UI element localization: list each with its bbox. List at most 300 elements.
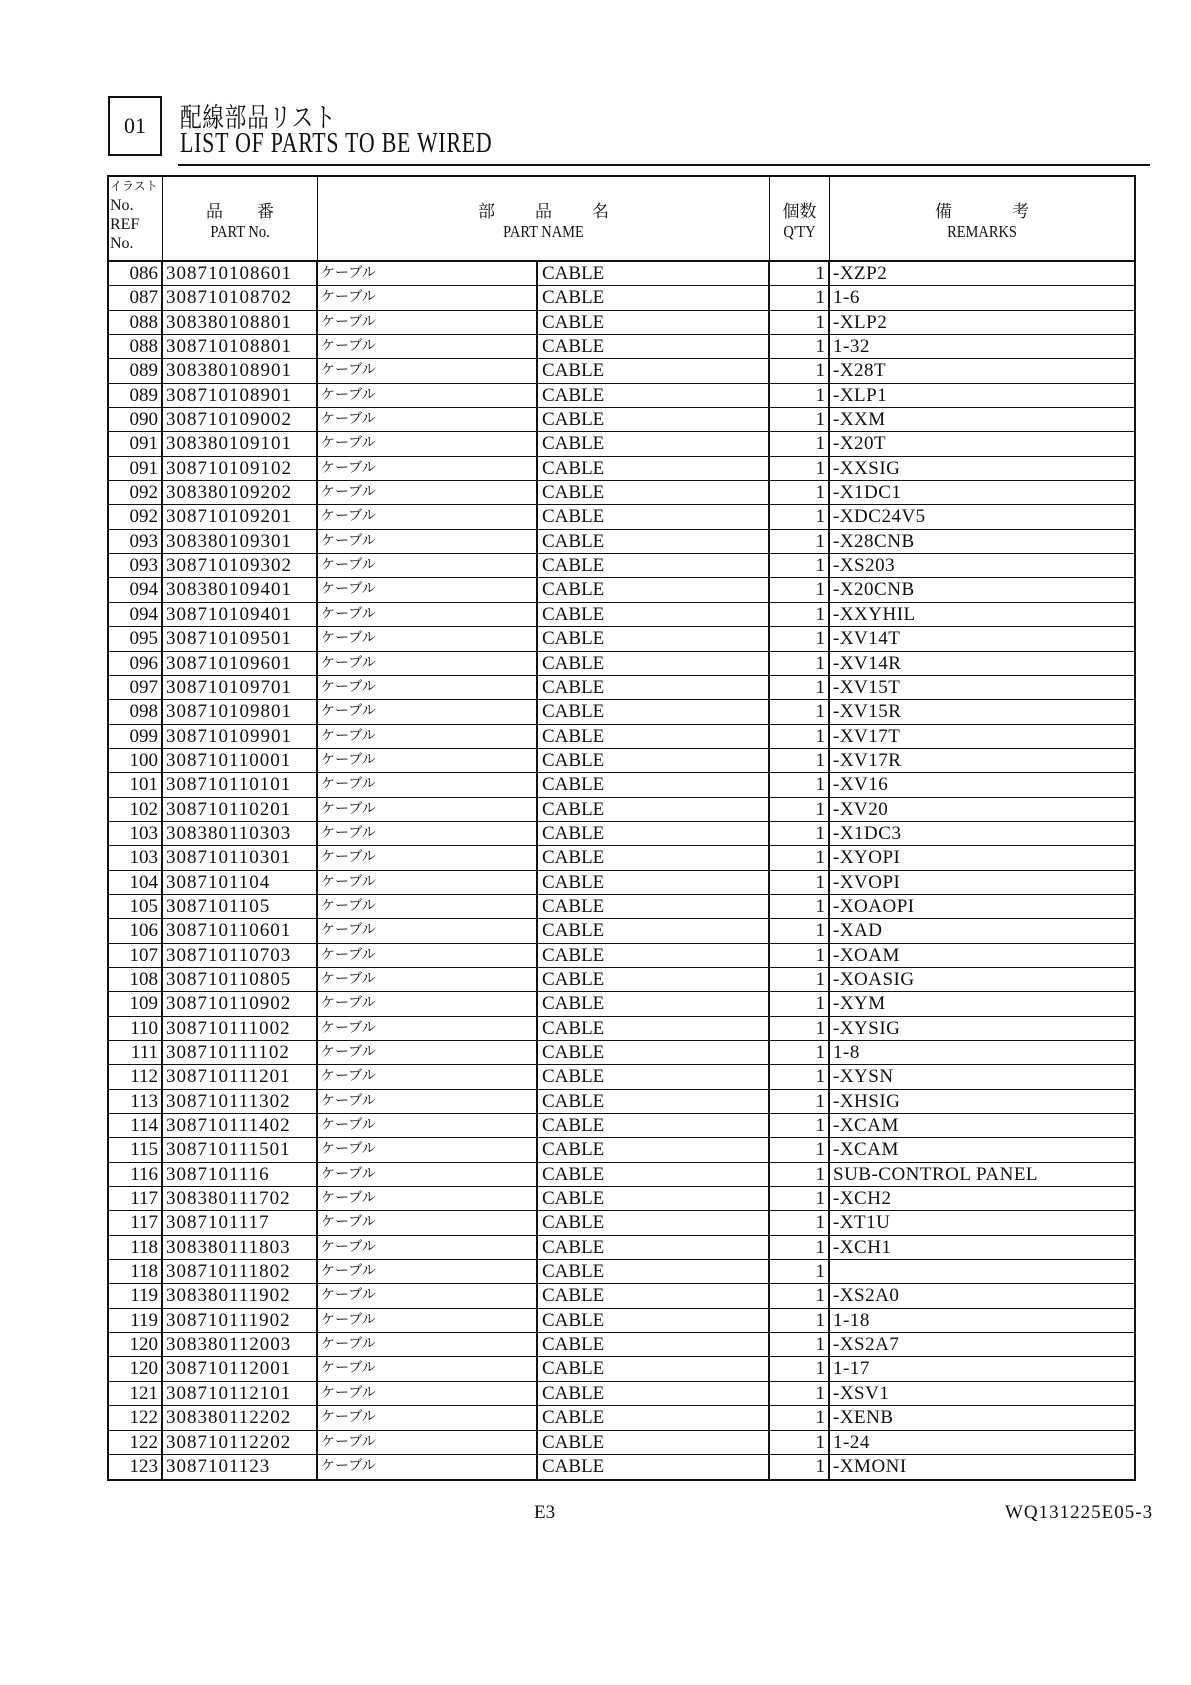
part-name-jp-cell: ケーブル xyxy=(318,432,538,455)
header-ref-no-label-2: No. xyxy=(110,235,134,252)
table-row xyxy=(109,1455,1134,1479)
part-name-en-cell: CABLE xyxy=(538,968,770,991)
header-part-no xyxy=(163,177,318,260)
ref-cell: 111 xyxy=(109,1041,163,1064)
table-body xyxy=(109,262,1134,1479)
part-no-cell: 308710111902 xyxy=(163,1309,318,1332)
qty-cell: 1 xyxy=(770,1260,830,1283)
part-name-jp-cell: ケーブル xyxy=(318,1041,538,1064)
remarks-cell: -XCAM xyxy=(833,1139,899,1161)
part-name-en-cell: CABLE xyxy=(538,895,770,918)
qty-cell: 1 xyxy=(770,992,830,1015)
part-no-cell: 308710109801 xyxy=(163,700,318,723)
qty-cell: 1 xyxy=(770,335,830,358)
remarks-cell: -XV20 xyxy=(833,798,889,820)
section-number-box xyxy=(108,96,162,156)
ref-cell: 100 xyxy=(109,749,163,772)
remarks-cell: -XLP1 xyxy=(833,384,888,406)
part-name-en-cell: CABLE xyxy=(538,1138,770,1161)
ref-cell: 109 xyxy=(109,992,163,1015)
part-no-cell: 308710109601 xyxy=(163,652,318,675)
remarks-cell: -XXM xyxy=(833,409,886,431)
table-row xyxy=(109,871,1134,895)
part-name-en-cell: CABLE xyxy=(538,822,770,845)
part-name-jp-cell: ケーブル xyxy=(318,1406,538,1429)
remarks-cell: -XV17R xyxy=(833,749,902,771)
qty-cell: 1 xyxy=(770,408,830,431)
table-row xyxy=(109,1260,1134,1284)
remarks-cell: -X28T xyxy=(833,360,887,382)
part-name-jp-cell: ケーブル xyxy=(318,1284,538,1307)
part-no-cell: 308710112101 xyxy=(163,1382,318,1405)
table-row xyxy=(109,1382,1134,1406)
table-row xyxy=(109,1284,1134,1308)
qty-cell: 1 xyxy=(770,1406,830,1429)
header-part-name xyxy=(318,177,770,260)
part-no-cell: 308380111702 xyxy=(163,1187,318,1210)
part-name-en-cell: CABLE xyxy=(538,846,770,869)
table-row xyxy=(109,286,1134,310)
remarks-cell: -XVOPI xyxy=(833,871,901,893)
part-name-en-cell: CABLE xyxy=(538,335,770,358)
header-qty xyxy=(770,177,830,260)
part-name-jp-cell: ケーブル xyxy=(318,1211,538,1234)
document-number: WQ131225E05-3 xyxy=(1005,1502,1154,1523)
remarks-cell: 1-18 xyxy=(833,1309,870,1331)
table-row xyxy=(109,652,1134,676)
remarks-cell: -XYM xyxy=(833,993,886,1015)
part-name-en-cell: CABLE xyxy=(538,481,770,504)
ref-cell: 123 xyxy=(109,1455,163,1479)
part-no-cell: 308380109401 xyxy=(163,578,318,601)
ref-cell: 096 xyxy=(109,652,163,675)
part-no-cell: 308710109501 xyxy=(163,627,318,650)
remarks-cell: -XYSIG xyxy=(833,1017,901,1039)
table-row xyxy=(109,627,1134,651)
part-name-en-cell: CABLE xyxy=(538,457,770,480)
remarks-cell: -XS2A0 xyxy=(833,1285,900,1307)
part-name-jp-cell: ケーブル xyxy=(318,1260,538,1283)
part-name-jp-cell: ケーブル xyxy=(318,944,538,967)
table-row xyxy=(109,1041,1134,1065)
part-name-en-cell: CABLE xyxy=(538,408,770,431)
part-name-jp-cell: ケーブル xyxy=(318,919,538,942)
part-name-jp-cell: ケーブル xyxy=(318,359,538,382)
ref-cell: 116 xyxy=(109,1163,163,1186)
part-name-jp-cell: ケーブル xyxy=(318,700,538,723)
table-row xyxy=(109,773,1134,797)
table-row xyxy=(109,1309,1134,1333)
part-name-jp-cell: ケーブル xyxy=(318,1431,538,1454)
ref-cell: 091 xyxy=(109,432,163,455)
qty-cell: 1 xyxy=(770,1309,830,1332)
ref-cell: 118 xyxy=(109,1236,163,1259)
qty-cell: 1 xyxy=(770,1211,830,1234)
remarks-cell: -XOAM xyxy=(833,944,900,966)
part-no-cell: 308710110001 xyxy=(163,749,318,772)
ref-cell: 088 xyxy=(109,335,163,358)
part-name-en-cell: CABLE xyxy=(538,1163,770,1186)
qty-cell: 1 xyxy=(770,1114,830,1137)
table-row xyxy=(109,676,1134,700)
table-row xyxy=(109,846,1134,870)
table-row xyxy=(109,554,1134,578)
table-row xyxy=(109,530,1134,554)
part-no-cell: 308380108801 xyxy=(163,311,318,334)
qty-cell: 1 xyxy=(770,1065,830,1088)
part-no-cell: 308710111302 xyxy=(163,1090,318,1113)
part-name-en-cell: CABLE xyxy=(538,749,770,772)
part-name-jp-cell: ケーブル xyxy=(318,311,538,334)
ref-cell: 088 xyxy=(109,311,163,334)
qty-cell: 1 xyxy=(770,1041,830,1064)
remarks-cell: -XOASIG xyxy=(833,968,915,990)
qty-cell: 1 xyxy=(770,1284,830,1307)
qty-cell: 1 xyxy=(770,749,830,772)
part-name-jp-cell: ケーブル xyxy=(318,1236,538,1259)
part-name-en-cell: CABLE xyxy=(538,1357,770,1380)
part-no-cell: 308710112001 xyxy=(163,1357,318,1380)
remarks-cell: -XS2A7 xyxy=(833,1334,900,1356)
part-name-jp-cell: ケーブル xyxy=(318,968,538,991)
part-name-jp-cell: ケーブル xyxy=(318,1309,538,1332)
ref-cell: 095 xyxy=(109,627,163,650)
qty-cell: 1 xyxy=(770,1357,830,1380)
header-ref-no-label: No. xyxy=(110,197,134,214)
remarks-cell: -XV15T xyxy=(833,676,901,698)
part-name-en-cell: CABLE xyxy=(538,286,770,309)
table-row xyxy=(109,1187,1134,1211)
part-no-cell: 308710110101 xyxy=(163,773,318,796)
part-no-cell: 308380109301 xyxy=(163,530,318,553)
table-row xyxy=(109,725,1134,749)
qty-cell: 1 xyxy=(770,1236,830,1259)
header-part-no-en: PART No. xyxy=(210,222,270,241)
remarks-cell: SUB-CONTROL PANEL xyxy=(833,1163,1039,1185)
part-name-en-cell: CABLE xyxy=(538,1406,770,1429)
remarks-cell: -XMONI xyxy=(833,1455,907,1477)
qty-cell: 1 xyxy=(770,1382,830,1405)
part-name-jp-cell: ケーブル xyxy=(318,1163,538,1186)
part-no-cell: 308710108601 xyxy=(163,262,318,285)
ref-cell: 089 xyxy=(109,359,163,382)
part-no-cell: 308710111802 xyxy=(163,1260,318,1283)
part-no-cell: 308380109202 xyxy=(163,481,318,504)
part-name-en-cell: CABLE xyxy=(538,359,770,382)
remarks-cell: -XV17T xyxy=(833,725,901,747)
part-name-jp-cell: ケーブル xyxy=(318,676,538,699)
ref-cell: 106 xyxy=(109,919,163,942)
part-name-en-cell: CABLE xyxy=(538,530,770,553)
part-name-jp-cell: ケーブル xyxy=(318,1455,538,1479)
part-no-cell: 308380111902 xyxy=(163,1284,318,1307)
part-name-en-cell: CABLE xyxy=(538,700,770,723)
qty-cell: 1 xyxy=(770,652,830,675)
part-no-cell: 308380109101 xyxy=(163,432,318,455)
part-name-en-cell: CABLE xyxy=(538,652,770,675)
ref-cell: 114 xyxy=(109,1114,163,1137)
qty-cell: 1 xyxy=(770,1455,830,1479)
part-name-en-cell: CABLE xyxy=(538,554,770,577)
table-row xyxy=(109,822,1134,846)
remarks-cell: -XV14T xyxy=(833,628,901,650)
qty-cell: 1 xyxy=(770,554,830,577)
part-no-cell: 3087101117 xyxy=(163,1211,318,1234)
remarks-cell: -XSV1 xyxy=(833,1382,890,1404)
table-row xyxy=(109,992,1134,1016)
part-name-jp-cell: ケーブル xyxy=(318,530,538,553)
part-no-cell: 308710109401 xyxy=(163,603,318,626)
part-name-en-cell: CABLE xyxy=(538,1455,770,1479)
remarks-cell: -XYSN xyxy=(833,1066,894,1088)
table-row xyxy=(109,457,1134,481)
part-name-jp-cell: ケーブル xyxy=(318,1065,538,1088)
part-name-jp-cell: ケーブル xyxy=(318,286,538,309)
qty-cell: 1 xyxy=(770,871,830,894)
table-row xyxy=(109,335,1134,359)
qty-cell: 1 xyxy=(770,286,830,309)
header-qty-jp: 個数 xyxy=(782,202,817,222)
remarks-cell: -XDC24V5 xyxy=(833,506,926,528)
remarks-cell: -XT1U xyxy=(833,1212,891,1234)
part-name-en-cell: CABLE xyxy=(538,992,770,1015)
ref-cell: 091 xyxy=(109,457,163,480)
ref-cell: 105 xyxy=(109,895,163,918)
page-title-jp: 配線部品リスト xyxy=(180,103,337,134)
qty-cell: 1 xyxy=(770,676,830,699)
table-row xyxy=(109,1357,1134,1381)
part-name-jp-cell: ケーブル xyxy=(318,846,538,869)
part-no-cell: 308380108901 xyxy=(163,359,318,382)
part-no-cell: 308710109302 xyxy=(163,554,318,577)
table-row xyxy=(109,481,1134,505)
part-name-en-cell: CABLE xyxy=(538,1309,770,1332)
part-no-cell: 308710111102 xyxy=(163,1041,318,1064)
part-no-cell: 308710109201 xyxy=(163,505,318,528)
ref-cell: 121 xyxy=(109,1382,163,1405)
part-name-en-cell: CABLE xyxy=(538,505,770,528)
table-row xyxy=(109,1065,1134,1089)
qty-cell: 1 xyxy=(770,822,830,845)
remarks-cell: -XV15R xyxy=(833,701,902,723)
part-name-jp-cell: ケーブル xyxy=(318,1357,538,1380)
part-name-en-cell: CABLE xyxy=(538,1260,770,1283)
ref-cell: 104 xyxy=(109,871,163,894)
table-row xyxy=(109,1431,1134,1455)
part-name-en-cell: CABLE xyxy=(538,1114,770,1137)
ref-cell: 119 xyxy=(109,1309,163,1332)
ref-cell: 117 xyxy=(109,1211,163,1234)
table-row xyxy=(109,432,1134,456)
qty-cell: 1 xyxy=(770,846,830,869)
part-no-cell: 308710108901 xyxy=(163,384,318,407)
part-name-jp-cell: ケーブル xyxy=(318,505,538,528)
part-name-jp-cell: ケーブル xyxy=(318,992,538,1015)
qty-cell: 1 xyxy=(770,700,830,723)
part-name-en-cell: CABLE xyxy=(538,773,770,796)
part-name-en-cell: CABLE xyxy=(538,1236,770,1259)
qty-cell: 1 xyxy=(770,798,830,821)
part-name-jp-cell: ケーブル xyxy=(318,481,538,504)
qty-cell: 1 xyxy=(770,627,830,650)
remarks-cell: -XYOPI xyxy=(833,847,901,869)
table-row xyxy=(109,968,1134,992)
header-ref-label: REF xyxy=(110,216,140,233)
remarks-cell: -XXYHIL xyxy=(833,603,916,625)
ref-cell: 094 xyxy=(109,578,163,601)
remarks-cell xyxy=(830,1260,1134,1283)
qty-cell: 1 xyxy=(770,432,830,455)
qty-cell: 1 xyxy=(770,725,830,748)
part-name-jp-cell: ケーブル xyxy=(318,1017,538,1040)
ref-cell: 086 xyxy=(109,262,163,285)
part-name-jp-cell: ケーブル xyxy=(318,773,538,796)
table-row xyxy=(109,1017,1134,1041)
ref-cell: 112 xyxy=(109,1065,163,1088)
part-name-en-cell: CABLE xyxy=(538,1431,770,1454)
part-name-en-cell: CABLE xyxy=(538,262,770,285)
ref-cell: 103 xyxy=(109,822,163,845)
part-name-jp-cell: ケーブル xyxy=(318,895,538,918)
table-row xyxy=(109,1138,1134,1162)
ref-cell: 118 xyxy=(109,1260,163,1283)
part-no-cell: 308710110201 xyxy=(163,798,318,821)
table-row xyxy=(109,798,1134,822)
part-name-jp-cell: ケーブル xyxy=(318,871,538,894)
table-row xyxy=(109,603,1134,627)
qty-cell: 1 xyxy=(770,457,830,480)
part-name-en-cell: CABLE xyxy=(538,1333,770,1356)
part-name-jp-cell: ケーブル xyxy=(318,1187,538,1210)
part-no-cell: 3087101123 xyxy=(163,1455,318,1479)
part-name-en-cell: CABLE xyxy=(538,384,770,407)
qty-cell: 1 xyxy=(770,919,830,942)
ref-cell: 122 xyxy=(109,1406,163,1429)
part-name-jp-cell: ケーブル xyxy=(318,1090,538,1113)
qty-cell: 1 xyxy=(770,578,830,601)
table-row xyxy=(109,1114,1134,1138)
remarks-cell: -XZP2 xyxy=(833,263,888,284)
part-no-cell: 308710111201 xyxy=(163,1065,318,1088)
part-name-jp-cell: ケーブル xyxy=(318,1138,538,1161)
section-number: 01 xyxy=(124,113,146,138)
remarks-cell: -XAD xyxy=(833,920,883,942)
ref-cell: 115 xyxy=(109,1138,163,1161)
header-part-name-en: PART NAME xyxy=(503,222,584,241)
qty-cell: 1 xyxy=(770,968,830,991)
remarks-cell: -XCH1 xyxy=(833,1236,892,1258)
table-row xyxy=(109,1333,1134,1357)
part-name-jp-cell: ケーブル xyxy=(318,822,538,845)
part-no-cell: 308380111803 xyxy=(163,1236,318,1259)
part-name-en-cell: CABLE xyxy=(538,676,770,699)
qty-cell: 1 xyxy=(770,530,830,553)
header-ref-no xyxy=(109,177,163,260)
remarks-cell: -XENB xyxy=(833,1407,894,1429)
ref-cell: 108 xyxy=(109,968,163,991)
part-name-en-cell: CABLE xyxy=(538,871,770,894)
part-no-cell: 308710110703 xyxy=(163,944,318,967)
remarks-cell: 1-17 xyxy=(833,1358,870,1380)
table-row xyxy=(109,749,1134,773)
part-no-cell: 308380112003 xyxy=(163,1333,318,1356)
header-remarks-en: REMARKS xyxy=(947,222,1017,241)
remarks-cell: -XHSIG xyxy=(833,1090,901,1112)
part-no-cell: 3087101116 xyxy=(163,1163,318,1186)
part-name-en-cell: CABLE xyxy=(538,603,770,626)
ref-cell: 101 xyxy=(109,773,163,796)
remarks-cell: -XOAOPI xyxy=(833,895,915,917)
remarks-cell: -X20CNB xyxy=(833,579,915,601)
ref-cell: 102 xyxy=(109,798,163,821)
part-name-jp-cell: ケーブル xyxy=(318,652,538,675)
table-row xyxy=(109,919,1134,943)
part-no-cell: 308710112202 xyxy=(163,1431,318,1454)
title-divider xyxy=(178,164,1150,166)
part-no-cell: 308710111002 xyxy=(163,1017,318,1040)
qty-cell: 1 xyxy=(770,311,830,334)
part-name-jp-cell: ケーブル xyxy=(318,384,538,407)
ref-cell: 092 xyxy=(109,505,163,528)
part-name-en-cell: CABLE xyxy=(538,1382,770,1405)
table-row xyxy=(109,311,1134,335)
part-name-en-cell: CABLE xyxy=(538,578,770,601)
table-header xyxy=(109,177,1134,262)
table-row xyxy=(109,1090,1134,1114)
table-row xyxy=(109,578,1134,602)
ref-cell: 093 xyxy=(109,530,163,553)
part-no-cell: 308380110303 xyxy=(163,822,318,845)
ref-cell: 090 xyxy=(109,408,163,431)
ref-cell: 117 xyxy=(109,1187,163,1210)
qty-cell: 1 xyxy=(770,1138,830,1161)
qty-cell: 1 xyxy=(770,1333,830,1356)
qty-cell: 1 xyxy=(770,1090,830,1113)
part-no-cell: 3087101105 xyxy=(163,895,318,918)
header-remarks-jp: 備考 xyxy=(935,202,1089,222)
part-name-jp-cell: ケーブル xyxy=(318,603,538,626)
ref-cell: 110 xyxy=(109,1017,163,1040)
header-ref-jp: イラスト xyxy=(110,179,158,193)
qty-cell: 1 xyxy=(770,895,830,918)
part-name-jp-cell: ケーブル xyxy=(318,627,538,650)
ref-cell: 107 xyxy=(109,944,163,967)
qty-cell: 1 xyxy=(770,359,830,382)
part-name-en-cell: CABLE xyxy=(538,1187,770,1210)
remarks-cell: -XV16 xyxy=(833,774,889,796)
part-no-cell: 308710109102 xyxy=(163,457,318,480)
part-name-jp-cell: ケーブル xyxy=(318,725,538,748)
qty-cell: 1 xyxy=(770,262,830,285)
part-name-jp-cell: ケーブル xyxy=(318,457,538,480)
ref-cell: 097 xyxy=(109,676,163,699)
part-name-en-cell: CABLE xyxy=(538,1017,770,1040)
part-name-en-cell: CABLE xyxy=(538,627,770,650)
header-part-no-jp: 品番 xyxy=(206,202,308,222)
table-row xyxy=(109,359,1134,383)
part-name-en-cell: CABLE xyxy=(538,944,770,967)
page-number: E3 xyxy=(534,1502,556,1523)
header-remarks xyxy=(830,177,1134,260)
qty-cell: 1 xyxy=(770,481,830,504)
ref-cell: 099 xyxy=(109,725,163,748)
ref-cell: 094 xyxy=(109,603,163,626)
ref-cell: 119 xyxy=(109,1284,163,1307)
part-name-jp-cell: ケーブル xyxy=(318,262,538,285)
part-name-jp-cell: ケーブル xyxy=(318,578,538,601)
part-no-cell: 308710110601 xyxy=(163,919,318,942)
part-name-jp-cell: ケーブル xyxy=(318,749,538,772)
